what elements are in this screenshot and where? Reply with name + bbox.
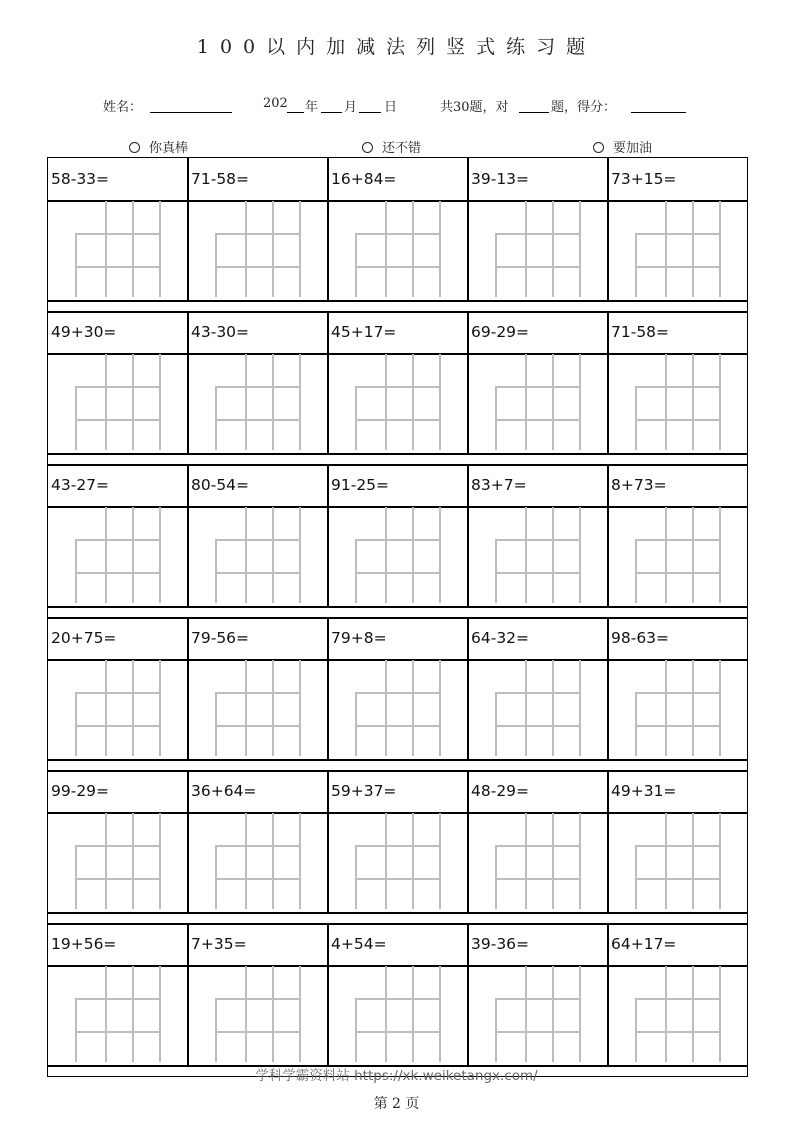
- work-grid-hline: [495, 878, 581, 880]
- problem-cell[interactable]: [468, 464, 608, 606]
- work-grid-vline: [105, 201, 107, 297]
- work-grid-hline: [75, 266, 161, 268]
- work-grid-hline: [75, 725, 161, 727]
- work-grid-vline: [385, 813, 387, 909]
- work-grid-hline: [635, 998, 721, 1000]
- rating-option-try-harder[interactable]: [593, 137, 652, 156]
- work-grid-hline: [495, 572, 581, 574]
- problem-expression: 64-32=: [471, 629, 530, 647]
- work-grid-hline: [215, 725, 301, 727]
- column-divider-line: [607, 311, 609, 453]
- column-divider-line: [327, 617, 329, 759]
- problem-cell[interactable]: [608, 464, 748, 606]
- work-grid-vline: [719, 660, 721, 756]
- problem-cell[interactable]: [188, 923, 328, 1065]
- work-grid-vline: [299, 660, 301, 756]
- work-grid-vline: [665, 813, 667, 909]
- column-divider-line: [607, 923, 609, 1065]
- column-divider-line: [187, 617, 189, 759]
- problem-expression: 43-30=: [191, 323, 250, 341]
- column-divider-line: [327, 770, 329, 912]
- correct-count-field[interactable]: [519, 112, 549, 113]
- work-grid-hline: [215, 539, 301, 541]
- problem-expression: 91-25=: [331, 476, 390, 494]
- problem-cell[interactable]: [468, 617, 608, 759]
- column-divider-line: [327, 464, 329, 606]
- problem-cell[interactable]: [48, 923, 188, 1065]
- work-grid-hline: [635, 572, 721, 574]
- work-grid-vline: [525, 354, 527, 450]
- work-grid-hline: [75, 386, 161, 388]
- work-grid-vline: [159, 507, 161, 603]
- column-divider-line: [187, 464, 189, 606]
- problem-cell[interactable]: [48, 617, 188, 759]
- work-grid-vline: [439, 201, 441, 297]
- work-grid-vline: [272, 813, 274, 909]
- work-grid-vline: [579, 507, 581, 603]
- work-grid-hline: [635, 1031, 721, 1033]
- work-grid-vline: [385, 354, 387, 450]
- problem-expression: 99-29=: [51, 782, 110, 800]
- problem-expression: 49+31=: [611, 782, 677, 800]
- work-grid-hline: [75, 539, 161, 541]
- work-grid-vline: [385, 201, 387, 297]
- work-grid-vline: [385, 660, 387, 756]
- work-grid-hline: [355, 266, 441, 268]
- problem-expression: 8+73=: [611, 476, 667, 494]
- work-grid-hline: [215, 692, 301, 694]
- problem-expression: 59+37=: [331, 782, 397, 800]
- problem-expression: 71-58=: [191, 170, 250, 188]
- student-info-row: [0, 96, 793, 116]
- work-grid-vline: [299, 813, 301, 909]
- work-grid-vline: [132, 201, 134, 297]
- work-grid-vline: [719, 354, 721, 450]
- column-divider-line: [467, 311, 469, 453]
- work-grid-vline: [105, 813, 107, 909]
- work-grid-hline: [215, 266, 301, 268]
- column-divider-line: [467, 158, 469, 300]
- problem-expression: 7+35=: [191, 935, 247, 953]
- work-grid-vline: [719, 813, 721, 909]
- problem-expression: 58-33=: [51, 170, 110, 188]
- problem-expression: 98-63=: [611, 629, 670, 647]
- problem-cell[interactable]: [468, 923, 608, 1065]
- work-grid-vline: [525, 813, 527, 909]
- work-grid-vline: [552, 966, 554, 1062]
- work-grid-hline: [75, 1031, 161, 1033]
- problem-expression: 45+17=: [331, 323, 397, 341]
- work-grid-vline: [525, 201, 527, 297]
- work-grid-hline: [215, 998, 301, 1000]
- work-grid-vline: [132, 507, 134, 603]
- work-grid-hline: [215, 572, 301, 574]
- work-grid-vline: [692, 813, 694, 909]
- problem-expression: 79+8=: [331, 629, 387, 647]
- column-divider-line: [327, 311, 329, 453]
- work-grid-vline: [552, 813, 554, 909]
- problem-cell[interactable]: [188, 770, 328, 912]
- column-divider-line: [327, 158, 329, 300]
- work-grid-vline: [272, 966, 274, 1062]
- problem-expression: 69-29=: [471, 323, 530, 341]
- work-grid-hline: [215, 386, 301, 388]
- column-divider-line: [607, 770, 609, 912]
- work-grid-vline: [159, 966, 161, 1062]
- work-grid-vline: [105, 507, 107, 603]
- work-grid-vline: [245, 813, 247, 909]
- column-divider-line: [187, 311, 189, 453]
- year-field[interactable]: [287, 112, 304, 113]
- work-grid-vline: [665, 201, 667, 297]
- work-grid-hline: [355, 878, 441, 880]
- work-grid-hline: [635, 386, 721, 388]
- work-grid-hline: [75, 419, 161, 421]
- problem-cell[interactable]: [48, 311, 188, 453]
- column-divider-line: [607, 158, 609, 300]
- radio-circle-icon: [362, 142, 373, 153]
- work-grid-vline: [692, 966, 694, 1062]
- work-grid-vline: [272, 354, 274, 450]
- problem-expression: 48-29=: [471, 782, 530, 800]
- work-grid-hline: [75, 845, 161, 847]
- work-grid-vline: [272, 660, 274, 756]
- work-grid-vline: [159, 354, 161, 450]
- problem-cell[interactable]: [48, 770, 188, 912]
- radio-circle-icon: [593, 142, 604, 153]
- month-label: 月: [344, 100, 358, 115]
- work-grid-vline: [245, 660, 247, 756]
- work-grid-vline: [412, 354, 414, 450]
- column-divider-line: [187, 158, 189, 300]
- work-grid-vline: [132, 966, 134, 1062]
- column-divider-line: [187, 770, 189, 912]
- work-grid-hline: [355, 845, 441, 847]
- work-grid-vline: [552, 201, 554, 297]
- work-grid-hline: [635, 725, 721, 727]
- problem-cell[interactable]: [328, 923, 468, 1065]
- work-grid-hline: [355, 419, 441, 421]
- column-divider-line: [467, 617, 469, 759]
- work-grid-vline: [525, 966, 527, 1062]
- work-grid-vline: [439, 507, 441, 603]
- problem-cell[interactable]: [48, 158, 188, 300]
- column-divider-line: [467, 770, 469, 912]
- problem-expression: 79-56=: [191, 629, 250, 647]
- problem-cell[interactable]: [608, 770, 748, 912]
- work-grid-vline: [245, 966, 247, 1062]
- work-grid-hline: [215, 845, 301, 847]
- work-grid-vline: [412, 813, 414, 909]
- work-grid-vline: [299, 966, 301, 1062]
- page-number: 第 2 页: [373, 1096, 420, 1112]
- problem-cell[interactable]: [328, 311, 468, 453]
- problem-cell[interactable]: [468, 158, 608, 300]
- work-grid-vline: [439, 813, 441, 909]
- work-grid-vline: [159, 660, 161, 756]
- rating-option-great[interactable]: [129, 137, 188, 156]
- work-grid-vline: [132, 813, 134, 909]
- problem-cell[interactable]: [188, 617, 328, 759]
- work-grid-hline: [355, 692, 441, 694]
- work-grid-hline: [355, 572, 441, 574]
- work-grid-vline: [412, 660, 414, 756]
- radio-circle-icon: [129, 142, 140, 153]
- work-grid-vline: [245, 354, 247, 450]
- work-grid-vline: [299, 507, 301, 603]
- row-separator-line: [48, 300, 747, 302]
- work-grid-vline: [579, 813, 581, 909]
- problem-cell[interactable]: [48, 464, 188, 606]
- work-grid-hline: [215, 233, 301, 235]
- work-grid-hline: [635, 845, 721, 847]
- footer-site: 学科学霸资料站 https://xk.weiketangx.com/: [255, 1068, 538, 1084]
- work-grid-hline: [495, 725, 581, 727]
- work-grid-hline: [75, 692, 161, 694]
- work-grid-vline: [579, 660, 581, 756]
- work-grid-vline: [385, 507, 387, 603]
- work-grid-hline: [355, 386, 441, 388]
- problem-cell[interactable]: [328, 617, 468, 759]
- work-grid-vline: [665, 660, 667, 756]
- problem-cell[interactable]: [328, 158, 468, 300]
- work-grid-vline: [692, 201, 694, 297]
- work-grid-vline: [412, 201, 414, 297]
- work-grid-vline: [552, 660, 554, 756]
- score-label: 题，得分：: [551, 100, 617, 115]
- problem-cell[interactable]: [608, 923, 748, 1065]
- work-grid-vline: [719, 966, 721, 1062]
- problem-cell[interactable]: [188, 464, 328, 606]
- work-grid-hline: [495, 233, 581, 235]
- problem-expression: 19+56=: [51, 935, 117, 953]
- work-grid-vline: [299, 201, 301, 297]
- work-grid-hline: [215, 878, 301, 880]
- work-grid-vline: [692, 354, 694, 450]
- work-grid-hline: [495, 1031, 581, 1033]
- problem-cell[interactable]: [608, 311, 748, 453]
- column-divider-line: [467, 464, 469, 606]
- rating-option-good[interactable]: [362, 137, 421, 156]
- work-grid-vline: [132, 660, 134, 756]
- work-grid-vline: [132, 354, 134, 450]
- column-divider-line: [327, 923, 329, 1065]
- work-grid-hline: [495, 692, 581, 694]
- work-grid-vline: [719, 507, 721, 603]
- problem-cell[interactable]: [188, 311, 328, 453]
- work-grid-vline: [579, 201, 581, 297]
- problem-expression: 73+15=: [611, 170, 677, 188]
- work-grid-hline: [355, 233, 441, 235]
- problem-expression: 16+84=: [331, 170, 397, 188]
- problem-expression: 64+17=: [611, 935, 677, 953]
- work-grid-vline: [552, 507, 554, 603]
- problem-expression: 4+54=: [331, 935, 387, 953]
- work-grid-vline: [245, 507, 247, 603]
- work-grid-vline: [105, 660, 107, 756]
- score-field[interactable]: [631, 112, 686, 113]
- work-grid-hline: [635, 266, 721, 268]
- page-title: 100以内加减法列竖式练习题: [196, 36, 597, 58]
- work-grid-vline: [665, 507, 667, 603]
- work-grid-vline: [299, 354, 301, 450]
- work-grid-vline: [159, 813, 161, 909]
- row-separator-line: [48, 606, 747, 608]
- name-label: 姓名：: [103, 100, 143, 115]
- work-grid-hline: [495, 386, 581, 388]
- problem-expression: 39-36=: [471, 935, 530, 953]
- work-grid-vline: [692, 507, 694, 603]
- column-divider-line: [187, 923, 189, 1065]
- problem-cell[interactable]: [188, 158, 328, 300]
- rating-label: 你真棒: [149, 141, 189, 156]
- work-grid-hline: [635, 233, 721, 235]
- work-grid-vline: [412, 966, 414, 1062]
- problem-cell[interactable]: [328, 464, 468, 606]
- work-grid-vline: [665, 966, 667, 1062]
- work-grid-hline: [635, 878, 721, 880]
- problem-expression: 36+64=: [191, 782, 257, 800]
- row-separator-line: [48, 759, 747, 761]
- work-grid-vline: [692, 660, 694, 756]
- problem-expression: 83+7=: [471, 476, 527, 494]
- work-grid-hline: [635, 539, 721, 541]
- work-grid-vline: [525, 507, 527, 603]
- work-grid-hline: [75, 572, 161, 574]
- work-grid-hline: [355, 539, 441, 541]
- work-grid-vline: [272, 201, 274, 297]
- problem-cell[interactable]: [468, 770, 608, 912]
- problem-grid: [47, 157, 748, 1077]
- problem-cell[interactable]: [328, 770, 468, 912]
- work-grid-vline: [552, 354, 554, 450]
- work-grid-hline: [355, 1031, 441, 1033]
- problem-cell[interactable]: [608, 158, 748, 300]
- column-divider-line: [607, 617, 609, 759]
- row-separator-line: [48, 453, 747, 455]
- work-grid-vline: [439, 660, 441, 756]
- work-grid-vline: [579, 354, 581, 450]
- work-grid-hline: [215, 419, 301, 421]
- work-grid-vline: [412, 507, 414, 603]
- problem-expression: 20+75=: [51, 629, 117, 647]
- year-prefix: 202: [263, 96, 288, 111]
- work-grid-hline: [495, 539, 581, 541]
- name-field[interactable]: [150, 112, 232, 113]
- rating-label: 还不错: [382, 141, 422, 156]
- work-grid-vline: [525, 660, 527, 756]
- total-label: 共30题，对: [440, 100, 509, 115]
- column-divider-line: [467, 923, 469, 1065]
- problem-expression: 49+30=: [51, 323, 117, 341]
- problem-expression: 43-27=: [51, 476, 110, 494]
- work-grid-vline: [665, 354, 667, 450]
- work-grid-hline: [355, 725, 441, 727]
- work-grid-hline: [495, 419, 581, 421]
- work-grid-vline: [159, 201, 161, 297]
- rating-label: 要加油: [613, 141, 653, 156]
- day-label: 日: [384, 100, 398, 115]
- work-grid-hline: [635, 419, 721, 421]
- month-field[interactable]: [321, 112, 342, 113]
- work-grid-vline: [272, 507, 274, 603]
- work-grid-vline: [439, 966, 441, 1062]
- problem-expression: 39-13=: [471, 170, 530, 188]
- problem-expression: 80-54=: [191, 476, 250, 494]
- work-grid-hline: [75, 233, 161, 235]
- day-field[interactable]: [359, 112, 381, 113]
- problem-expression: 71-58=: [611, 323, 670, 341]
- work-grid-hline: [495, 845, 581, 847]
- work-grid-hline: [355, 998, 441, 1000]
- work-grid-vline: [385, 966, 387, 1062]
- work-grid-hline: [495, 998, 581, 1000]
- work-grid-hline: [635, 692, 721, 694]
- work-grid-hline: [75, 998, 161, 1000]
- row-separator-line: [48, 912, 747, 914]
- column-divider-line: [607, 464, 609, 606]
- problem-cell[interactable]: [468, 311, 608, 453]
- work-grid-vline: [439, 354, 441, 450]
- work-grid-hline: [495, 266, 581, 268]
- work-grid-vline: [245, 201, 247, 297]
- work-grid-vline: [105, 966, 107, 1062]
- work-grid-vline: [719, 201, 721, 297]
- work-grid-hline: [75, 878, 161, 880]
- work-grid-vline: [579, 966, 581, 1062]
- work-grid-vline: [105, 354, 107, 450]
- work-grid-hline: [215, 1031, 301, 1033]
- year-label: 年: [305, 100, 319, 115]
- problem-cell[interactable]: [608, 617, 748, 759]
